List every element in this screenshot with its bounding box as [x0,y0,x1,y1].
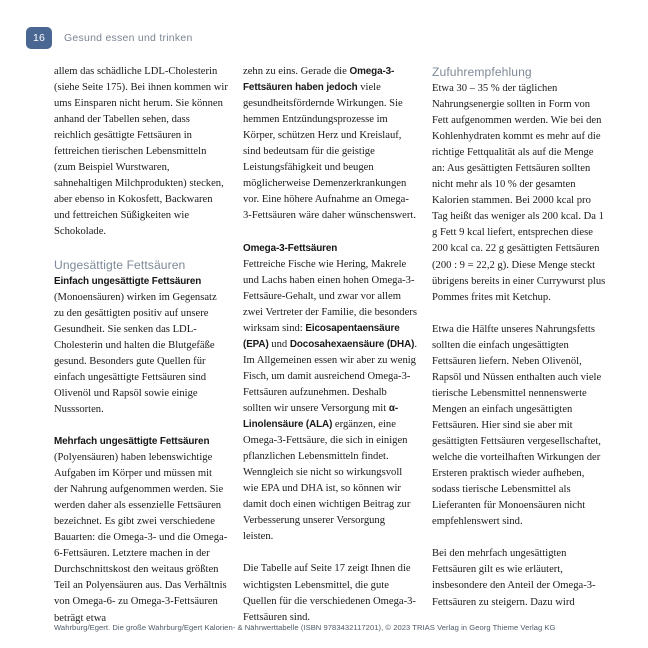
running-head [26,27,193,49]
col2-paragraph-1 [243,64,417,224]
column-2 [243,64,417,623]
col2-p1-lead: zehn zu eins. Gerade die [243,66,350,77]
subheading-einfach-ungesaettigte: Einfach ungesättigte Fettsäuren [54,275,202,287]
col3-paragraph-2: Etwa die Hälfte unseres Nahrungsfetts sollten die einfach ungesättigten Fettsäuren liefern. Neben Olivenöl, Rapsöl und Nüssen enthalten auch viele tierische Lebensmittel nennenswerte Mengen an einfach ungesättigten Fettsäuren. Hier sind sie aber mit gesättigten Fettsäuren vergesellschaftet, welche die vorteilhaften Wirkungen der Ersteren praktisch wieder aufheben, sodass tierische Lebensmittel als Lieferanten für Monoensäuren nicht empfehlenswert sind. [432,323,602,528]
col2-paragraph-3: Die Tabelle auf Seite 17 zeigt Ihnen die wichtigsten Lebensmittel, die gute Quellen für die verschiedenen Omega-3-Fettsäuren sind. [243,563,416,623]
section-heading-ungesaettigte-fettsaeuren: Ungesättigte Fettsäuren [54,257,186,272]
col1-paragraph-1: allem das schädliche LDL-Cholesterin (siehe Seite 175). Bei ihnen kommen wir ums Einsparen nicht herum. Sie können anhand der Tabellen sehen, dass reichlich gesättigte Fettsäuren in fettreichen tierischen Lebensmitteln (zum Beispiel Wurstwaren, sahnehaltigen Milchprodukten) stecken, aber ebenso in Kokosfett, Backwaren und fettreichen Süßigkeiten wie Schokolade. [54,66,228,238]
col2-p1-bold: Omega-3-Fettsäuren haben jedoch [243,66,395,94]
col2-p2-tail: . Im Allgemeinen essen wir aber zu wenig Fisch, um damit ausreichend Omega-3-Fettsäuren aufzunehmen. Deshalb sollten wir unsere Versorgung mit [243,338,417,414]
col1-paragraph-2: (Monoensäuren) wirken im Gegensatz zu den gesättigten positiv auf unsere Gesundheit. Sie senken das LDL-Cholesterin und halten die Blutgefäße gesund. Besonders gute Quellen für einfach ungesättigte Fettsäuren sind Olivenöl und Rapsöl sowie einige Nusssorten. [54,291,217,415]
column-3 [432,64,606,608]
subheading-mehrfach-ungesaettigte: Mehrfach ungesättigte Fettsäuren [54,435,210,447]
running-head-title: Gesund essen und trinken [64,32,193,44]
section-heading-zufuhrempfehlung: Zufuhrempfehlung [432,65,532,79]
col3-paragraph-3: Bei den mehrfach ungesättigten Fettsäuren gilt es wie erläutert, insbesondere den Anteil der Omega-3-Fettsäuren zu steigern. Dazu wird [432,548,596,608]
col2-p2-lead: Fettreiche Fische wie Hering, Makrele und Lachs haben einen hohen Omega-3-Fettsäure-Gehalt, und zwar vor allem zwei Vertreter der Familie, die besonders wirksam sind: [243,258,417,334]
footer-copyright: Wahrburg/Egert. Die große Wahrburg/Egert Kalorien- & Nährwerttabelle (ISBN 9783432117201), © 2023 TRIAS Verlag in Georg Thieme Verlag KG [54,623,556,632]
column-1 [54,64,228,624]
col2-p2-mid: und [268,338,290,350]
page-number-badge: 16 [26,27,52,49]
col1-paragraph-3: (Polyensäuren) haben lebenswichtige Aufgaben im Körper und müssen mit der Nahrung aufgenommen werden. Sie werden daher als essenzielle Fettsäuren bezeichnet. Es gibt zwei verschiedene Bauarten: die Omega-3- und die Omega-6-Fettsäuren. Letztere machen in der Durchschnittskost den weitaus größten Teil an Polyensäuren aus. Das Verhältnis von Omega-6- zu Omega-3-Fettsäuren beträgt etwa [54,452,228,624]
col2-p2-end: ergänzen, eine Omega-3-Fettsäure, die sich in einigen pflanzlichen Lebensmitteln findet. Wenngleich sie nicht so wirkungsvoll wie EPA und DHA ist, so können wir damit doch einen wichtigen Beitrag zur Verbesserung unserer Versorgung leisten. [243,419,411,543]
col2-p1-tail: viele gesundheitsfördernde Wirkungen. Sie hemmen Entzündungsprozesse im Körper, schützen Herz und Kreislauf, sind bedeutsam für die geistige Leistungsfähigkeit und beugen möglicherweise Demenzerkrankungen vor. Eine höhere Aufnahme an Omega-3-Fettsäuren wäre daher wünschenswert. [243,82,416,222]
col2-paragraph-2 [243,257,417,546]
col3-paragraph-1: Etwa 30 – 35 % der täglichen Nahrungsenergie sollten in Form von Fett aufgenommen werden. Wie bei den Kohlenhydraten kommt es mehr auf die richtige Fettqualität als auf die Menge an: Aus gesättigten Fettsäuren sollten nicht mehr als 10 % der gesamten Kalorien stammen. Bei 2000 kcal pro Tag heißt das weniger als 200 kcal. Da 1 g Fett 9 kcal liefert, entsprechen diese 200 kcal ca. 22 g gesättigten Fettsäuren (200 : 9 = 22,2 g). Diese Menge steckt übrigens bereits in einer Currywurst plus Pommes frites mit Ketchup. [432,83,606,303]
col2-p2-bold-epa: Eicosapentaensäure (EPA) [243,322,400,350]
text-columns [54,64,606,624]
col2-p2-bold-dha: Docosahexaensäure (DHA) [289,338,415,350]
col2-p2-bold-ala: α-Linolensäure (ALA) [243,402,399,431]
subheading-omega-3-fettsaeuren: Omega-3-Fettsäuren [243,242,338,254]
